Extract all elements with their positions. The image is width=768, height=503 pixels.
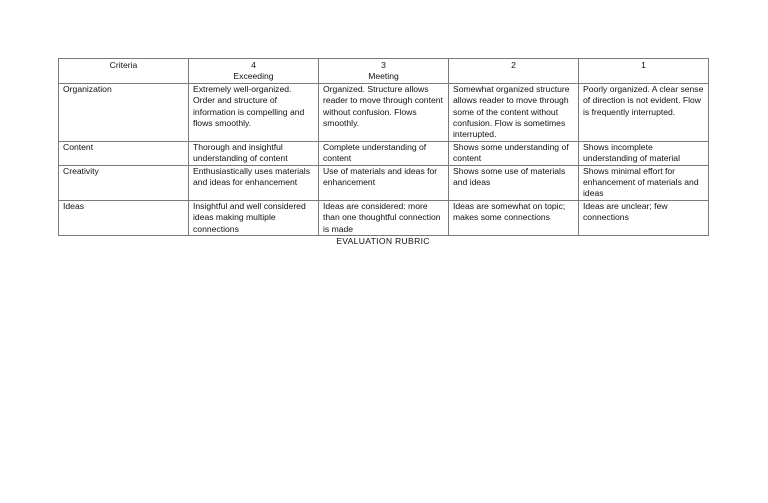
table-caption: EVALUATION RUBRIC	[336, 236, 430, 247]
descriptor-cell: Extremely well-organized. Order and structure of information is compelling and flows smoothly.	[189, 83, 319, 141]
header-score-2-number: 2	[511, 60, 516, 70]
descriptor-cell: Complete understanding of content	[319, 141, 449, 165]
rubric-container	[58, 58, 708, 247]
descriptor-cell: Shows incomplete understanding of material	[579, 141, 709, 165]
descriptor-cell: Use of materials and ideas for enhancement	[319, 165, 449, 200]
criterion-cell: Content	[59, 141, 189, 165]
descriptor-cell: Somewhat organized structure allows reader to move through some of the content without confusion. Flow is sometimes interrupted.	[449, 83, 579, 141]
descriptor-cell: Shows minimal effort for enhancement of materials and ideas	[579, 165, 709, 200]
header-criteria-label: Criteria	[109, 60, 138, 70]
descriptor-cell: Thorough and insightful understanding of content	[189, 141, 319, 165]
header-score-3	[319, 59, 449, 84]
row-organization	[59, 83, 709, 141]
header-score-4-label: Exceeding	[233, 71, 274, 82]
descriptor-cell: Ideas are unclear; few connections	[579, 200, 709, 235]
header-criteria	[59, 59, 189, 84]
criterion-cell: Ideas	[59, 200, 189, 235]
header-score-1	[579, 59, 709, 84]
descriptor-cell: Poorly organized. A clear sense of direction is not evident. Flow is frequently interrupted.	[579, 83, 709, 141]
criterion-cell: Organization	[59, 83, 189, 141]
header-score-2	[449, 59, 579, 84]
row-content	[59, 141, 709, 165]
header-row	[59, 59, 709, 84]
header-score-4-number: 4	[251, 60, 256, 70]
descriptor-cell: Ideas are considered: more than one thoughtful connection is made	[319, 200, 449, 235]
row-ideas	[59, 200, 709, 235]
descriptor-cell: Enthusiastically uses materials and ideas for enhancement	[189, 165, 319, 200]
descriptor-cell: Shows some use of materials and ideas	[449, 165, 579, 200]
row-creativity	[59, 165, 709, 200]
descriptor-cell: Insightful and well considered ideas making multiple connections	[189, 200, 319, 235]
header-score-4	[189, 59, 319, 84]
descriptor-cell: Organized. Structure allows reader to move through content without confusion. Flows smoothly.	[319, 83, 449, 141]
header-score-3-label: Meeting	[368, 71, 399, 82]
rubric-table	[58, 58, 709, 236]
header-score-3-number: 3	[381, 60, 386, 70]
descriptor-cell: Ideas are somewhat on topic; makes some connections	[449, 200, 579, 235]
criterion-cell: Creativity	[59, 165, 189, 200]
descriptor-cell: Shows some understanding of content	[449, 141, 579, 165]
header-score-1-number: 1	[641, 60, 646, 70]
